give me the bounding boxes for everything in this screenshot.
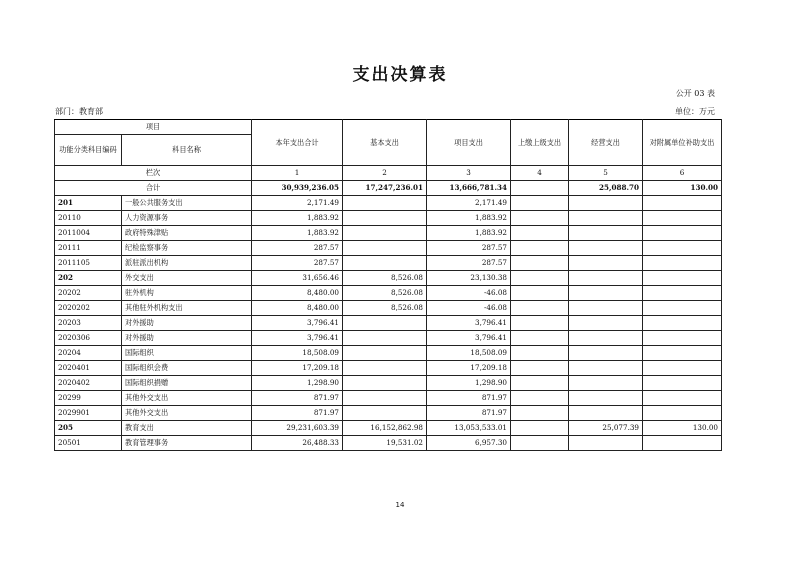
table-row — [55, 346, 722, 361]
table-row — [55, 361, 722, 376]
subject-name: 对外援助 — [122, 316, 252, 331]
amount-cell — [343, 196, 427, 211]
total-value: 17,247,236.01 — [343, 181, 427, 196]
subject-code: 2020401 — [55, 361, 122, 376]
amount-cell: 19,531.02 — [343, 436, 427, 451]
department-label: 部门：教育部 — [55, 107, 103, 116]
amount-cell — [343, 331, 427, 346]
amount-cell — [511, 331, 569, 346]
amount-cell — [643, 361, 722, 376]
amount-cell — [569, 196, 643, 211]
amount-cell — [511, 241, 569, 256]
amount-cell: 8,526.08 — [343, 301, 427, 316]
amount-cell — [569, 316, 643, 331]
amount-cell — [643, 346, 722, 361]
amount-cell: 29,231,603.39 — [252, 421, 343, 436]
header-col-upper: 上缴上级支出 — [511, 120, 569, 166]
table-row — [55, 301, 722, 316]
table-row — [55, 226, 722, 241]
header-col-project: 项目支出 — [427, 120, 511, 166]
amount-cell — [569, 331, 643, 346]
amount-cell — [569, 241, 643, 256]
amount-cell — [569, 211, 643, 226]
amount-cell — [343, 361, 427, 376]
column-number-row — [55, 166, 722, 181]
subject-code: 205 — [55, 421, 122, 436]
amount-cell: 871.97 — [252, 406, 343, 421]
subject-name: 国际组织会费 — [122, 361, 252, 376]
subject-code: 20204 — [55, 346, 122, 361]
subject-name: 驻外机构 — [122, 286, 252, 301]
amount-cell: 871.97 — [252, 391, 343, 406]
subject-code: 20501 — [55, 436, 122, 451]
table-row — [55, 436, 722, 451]
amount-cell: 1,883.92 — [427, 226, 511, 241]
amount-cell: 17,209.18 — [427, 361, 511, 376]
header-col-business: 经营支出 — [569, 120, 643, 166]
amount-cell: 1,298.90 — [427, 376, 511, 391]
amount-cell: 287.57 — [252, 256, 343, 271]
amount-cell: 287.57 — [252, 241, 343, 256]
amount-cell — [511, 301, 569, 316]
amount-cell — [643, 376, 722, 391]
amount-cell — [643, 391, 722, 406]
subject-name: 其他外交支出 — [122, 406, 252, 421]
subject-code: 2029901 — [55, 406, 122, 421]
total-value: 130.00 — [643, 181, 722, 196]
amount-cell — [511, 196, 569, 211]
amount-cell — [343, 226, 427, 241]
subject-code: 2020202 — [55, 301, 122, 316]
amount-cell — [511, 316, 569, 331]
amount-cell — [643, 211, 722, 226]
amount-cell: 3,796.41 — [427, 331, 511, 346]
col-num: 1 — [252, 166, 343, 181]
amount-cell: -46.08 — [427, 301, 511, 316]
col-num: 4 — [511, 166, 569, 181]
total-row — [55, 181, 722, 196]
col-num: 2 — [343, 166, 427, 181]
col-num: 5 — [569, 166, 643, 181]
amount-cell — [569, 271, 643, 286]
header-col-basic: 基本支出 — [343, 120, 427, 166]
subject-code: 20111 — [55, 241, 122, 256]
subject-code: 2020306 — [55, 331, 122, 346]
subject-name: 政府特殊津贴 — [122, 226, 252, 241]
amount-cell: 25,077.39 — [569, 421, 643, 436]
amount-cell: 1,883.92 — [252, 226, 343, 241]
amount-cell: 31,656.46 — [252, 271, 343, 286]
header-func-code: 功能分类科目编码 — [55, 135, 122, 166]
subject-name: 对外援助 — [122, 331, 252, 346]
amount-cell: 13,053,533.01 — [427, 421, 511, 436]
amount-cell — [511, 406, 569, 421]
table-row — [55, 406, 722, 421]
table-row — [55, 376, 722, 391]
amount-cell — [569, 256, 643, 271]
amount-cell — [643, 316, 722, 331]
amount-cell — [643, 331, 722, 346]
amount-cell — [569, 301, 643, 316]
amount-cell: 1,883.92 — [252, 211, 343, 226]
subject-name: 派驻派出机构 — [122, 256, 252, 271]
subject-name: 人力资源事务 — [122, 211, 252, 226]
amount-cell — [569, 286, 643, 301]
amount-cell: 8,480.00 — [252, 286, 343, 301]
subject-code: 20110 — [55, 211, 122, 226]
amount-cell — [569, 346, 643, 361]
data-rows — [55, 196, 722, 451]
subject-code: 201 — [55, 196, 122, 211]
amount-cell — [511, 211, 569, 226]
amount-cell — [569, 376, 643, 391]
amount-cell — [511, 286, 569, 301]
amount-cell — [511, 346, 569, 361]
amount-cell: 16,152,862.98 — [343, 421, 427, 436]
amount-cell — [511, 376, 569, 391]
amount-cell: 3,796.41 — [427, 316, 511, 331]
amount-cell: 287.57 — [427, 241, 511, 256]
table-row — [55, 316, 722, 331]
total-value: 25,088.70 — [569, 181, 643, 196]
total-value — [511, 181, 569, 196]
header-col-total: 本年支出合计 — [252, 120, 343, 166]
amount-cell: 18,508.09 — [252, 346, 343, 361]
amount-cell — [569, 361, 643, 376]
table-number: 公开 03 表 — [675, 89, 715, 98]
amount-cell — [511, 361, 569, 376]
amount-cell: 871.97 — [427, 406, 511, 421]
amount-cell — [343, 406, 427, 421]
amount-cell: 6,957.30 — [427, 436, 511, 451]
amount-cell — [343, 211, 427, 226]
amount-cell: 871.97 — [427, 391, 511, 406]
amount-cell — [569, 226, 643, 241]
table-row — [55, 211, 722, 226]
amount-cell: 3,796.41 — [252, 331, 343, 346]
amount-cell: 23,130.38 — [427, 271, 511, 286]
subject-name: 其他外交支出 — [122, 391, 252, 406]
amount-cell — [343, 376, 427, 391]
col-num: 3 — [427, 166, 511, 181]
amount-cell: 3,796.41 — [252, 316, 343, 331]
amount-cell — [643, 301, 722, 316]
subject-code: 2011105 — [55, 256, 122, 271]
table-row — [55, 241, 722, 256]
amount-cell — [511, 421, 569, 436]
subject-name: 国际组织 — [122, 346, 252, 361]
amount-cell — [511, 271, 569, 286]
subject-name: 教育管理事务 — [122, 436, 252, 451]
page-title: 支出决算表 — [352, 65, 448, 85]
amount-cell — [511, 226, 569, 241]
amount-cell: 2,171.49 — [252, 196, 343, 211]
table-row — [55, 286, 722, 301]
amount-cell: 1,298.90 — [252, 376, 343, 391]
amount-cell — [343, 316, 427, 331]
amount-cell — [343, 256, 427, 271]
unit-label: 单位：万元 — [675, 107, 715, 116]
expenditure-table — [54, 119, 722, 451]
amount-cell — [643, 406, 722, 421]
header-col-subsidy: 对附属单位补助支出 — [643, 120, 722, 166]
subject-code: 202 — [55, 271, 122, 286]
amount-cell — [643, 256, 722, 271]
amount-cell: 18,508.09 — [427, 346, 511, 361]
table-row — [55, 421, 722, 436]
amount-cell — [643, 196, 722, 211]
amount-cell: 2,171.49 — [427, 196, 511, 211]
subject-name: 其他驻外机构支出 — [122, 301, 252, 316]
subject-code: 20203 — [55, 316, 122, 331]
amount-cell — [343, 241, 427, 256]
header-item: 项目 — [55, 120, 252, 135]
amount-cell — [569, 406, 643, 421]
subject-name: 纪检监察事务 — [122, 241, 252, 256]
amount-cell — [643, 436, 722, 451]
table-row — [55, 196, 722, 211]
amount-cell — [643, 271, 722, 286]
subject-code: 2020402 — [55, 376, 122, 391]
amount-cell: 8,526.08 — [343, 286, 427, 301]
amount-cell — [511, 391, 569, 406]
amount-cell: 130.00 — [643, 421, 722, 436]
amount-cell: 26,488.33 — [252, 436, 343, 451]
subject-code: 20299 — [55, 391, 122, 406]
row-label: 栏次 — [55, 166, 252, 181]
amount-cell: 1,883.92 — [427, 211, 511, 226]
amount-cell — [511, 256, 569, 271]
total-value: 13,666,781.34 — [427, 181, 511, 196]
table-row — [55, 391, 722, 406]
header-subject-name: 科目名称 — [122, 135, 252, 166]
page-number: 14 — [395, 501, 405, 509]
amount-cell — [343, 346, 427, 361]
amount-cell — [643, 286, 722, 301]
subject-name: 教育支出 — [122, 421, 252, 436]
subject-name: 国际组织捐赠 — [122, 376, 252, 391]
amount-cell — [569, 436, 643, 451]
subject-code: 20202 — [55, 286, 122, 301]
amount-cell: 8,526.08 — [343, 271, 427, 286]
subject-code: 2011004 — [55, 226, 122, 241]
amount-cell: -46.08 — [427, 286, 511, 301]
table-row — [55, 271, 722, 286]
amount-cell: 287.57 — [427, 256, 511, 271]
amount-cell — [643, 226, 722, 241]
total-value: 30,939,236.05 — [252, 181, 343, 196]
total-label: 合计 — [55, 181, 252, 196]
amount-cell — [569, 391, 643, 406]
subject-name: 一般公共服务支出 — [122, 196, 252, 211]
amount-cell — [643, 241, 722, 256]
col-num: 6 — [643, 166, 722, 181]
amount-cell: 8,480.00 — [252, 301, 343, 316]
table-row — [55, 256, 722, 271]
amount-cell — [511, 436, 569, 451]
subject-name: 外交支出 — [122, 271, 252, 286]
amount-cell: 17,209.18 — [252, 361, 343, 376]
header-row-top — [55, 120, 722, 135]
amount-cell — [343, 391, 427, 406]
table-row — [55, 331, 722, 346]
